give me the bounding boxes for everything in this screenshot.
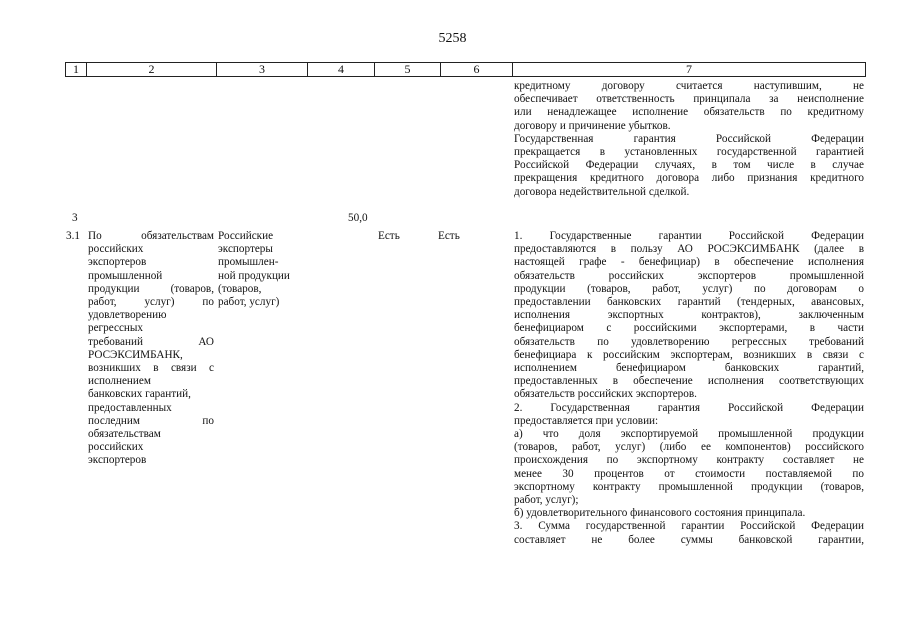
obligation-description-line: промышленной bbox=[88, 269, 163, 282]
header-col-1: 1 bbox=[65, 62, 86, 77]
conditions-text-line: исполнением бенефициаром банковских гарантий, bbox=[514, 362, 864, 375]
conditions-text-line: обязательств российских экспортеров промышленной bbox=[514, 269, 864, 282]
conditions-text-line: составляет не более суммы банковской гарантии, bbox=[514, 533, 864, 546]
conditions-text-line: исполнения экспортных контрактов), заключенным bbox=[514, 309, 864, 322]
continuation-text-line: Российской Федерации случаях, в том числе в случае bbox=[514, 159, 864, 172]
obligation-description-line: регрессных bbox=[88, 322, 144, 335]
conditions-text-line: предоставляются в пользу АО РОСЭКСИМБАНК (далее в bbox=[514, 243, 864, 256]
conditions-text-line: бенефициара к российским экспортерам, возникших в связи с bbox=[514, 348, 864, 361]
principal-line: (товаров, bbox=[218, 282, 262, 295]
obligation-description-line: исполнением bbox=[88, 375, 151, 388]
obligation-description-line: РОСЭКСИМБАНК, bbox=[88, 348, 183, 361]
principal-line: Российские bbox=[218, 230, 274, 242]
principal-line: экспортеры bbox=[218, 243, 273, 256]
obligation-description-line: экспортеров bbox=[88, 454, 147, 467]
conditions-text-line: б) удовлетворительного финансового состояния принципала. bbox=[514, 507, 806, 520]
continuation-text bbox=[514, 80, 864, 199]
conditions-text-line: (товаров, работ, услуг) (либо ее компонентов) российского bbox=[514, 441, 864, 454]
row-3-1-col5: Есть bbox=[378, 230, 400, 242]
obligation-description-line: работ, услуг) по bbox=[88, 296, 214, 309]
row-3-1-conditions-text bbox=[514, 230, 864, 547]
header-col-2: 2 bbox=[86, 62, 216, 77]
obligation-description-line: удовлетворению bbox=[88, 309, 167, 322]
continuation-text-line: договора недействительной сделкой. bbox=[514, 185, 690, 198]
conditions-text-line: 2. Государственная гарантия Российской Федерации bbox=[514, 401, 864, 414]
obligation-description-line: банковских гарантий, bbox=[88, 388, 191, 401]
conditions-text-line: бенефициаром с российскими экспортерами, в части bbox=[514, 322, 864, 335]
conditions-text-line: предоставленных в обеспечение исполнения соответствующих bbox=[514, 375, 864, 388]
continuation-text-line: обеспечивает ответственность принципала за неисполнение bbox=[514, 93, 864, 106]
conditions-text-line: предоставлении банковских гарантий (тендерных, авансовых, bbox=[514, 296, 864, 309]
obligation-description-line: экспортеров bbox=[88, 256, 147, 269]
obligation-description-line: По обязательствам bbox=[88, 230, 214, 242]
continuation-text-line: договору и причинение убытков. bbox=[514, 119, 671, 132]
row-3-1-obligation-description bbox=[88, 230, 214, 468]
row-3-1-col6: Есть bbox=[438, 230, 460, 242]
conditions-text-line: менее 30 процентов от стоимости поставляемой по bbox=[514, 467, 864, 480]
header-col-6: 6 bbox=[440, 62, 512, 77]
obligation-description-line: требований АО bbox=[88, 335, 214, 348]
row-3-1-number: 3.1 bbox=[66, 230, 80, 242]
header-col-3: 3 bbox=[216, 62, 307, 77]
obligation-description-line: возникших в связи с bbox=[88, 362, 214, 375]
row-3-number: 3 bbox=[72, 212, 78, 224]
header-col-4: 4 bbox=[307, 62, 374, 77]
continuation-text-line: кредитному договору считается наступившим, не bbox=[514, 80, 864, 92]
conditions-text-line: экспортному контракту промышленной продукции (товаров, bbox=[514, 480, 864, 493]
row-3-amount: 50,0 bbox=[348, 212, 368, 224]
continuation-text-line: прекращается в установленных государственной гарантией bbox=[514, 146, 864, 159]
conditions-text-line: настоящей графе - бенефициар) в обеспечение исполнения bbox=[514, 256, 864, 269]
conditions-text-line: обязательств по удовлетворению регрессных требований bbox=[514, 335, 864, 348]
conditions-text-line: а) что доля экспортируемой промышленной продукции bbox=[514, 428, 864, 441]
conditions-text-line: продукции (товаров, работ, услуг) по договорам о bbox=[514, 282, 864, 295]
obligation-description-line: российских bbox=[88, 441, 144, 454]
obligation-description-line: российских bbox=[88, 243, 144, 256]
principal-line: ной продукции bbox=[218, 269, 290, 282]
continuation-text-line: или ненадлежащее исполнение обязательств по кредитному bbox=[514, 106, 864, 119]
continuation-text-line: прекращения кредитного договора либо признания кредитного bbox=[514, 172, 864, 185]
obligation-description-line: предоставленных bbox=[88, 401, 172, 414]
principal-line: работ, услуг) bbox=[218, 296, 280, 309]
obligation-description-line: продукции (товаров, bbox=[88, 282, 214, 295]
principal-line: промышлен- bbox=[218, 256, 279, 269]
header-col-5: 5 bbox=[374, 62, 440, 77]
continuation-text-line: Государственная гарантия Российской Федерации bbox=[514, 132, 864, 145]
conditions-text-line: работ, услуг); bbox=[514, 494, 579, 507]
obligation-description-line: последним по bbox=[88, 414, 214, 427]
conditions-text-line: 1. Государственные гарантии Российской Федерации bbox=[514, 230, 864, 242]
row-3-1-principal bbox=[218, 230, 306, 309]
conditions-text-line: предоставляется при условии: bbox=[514, 414, 659, 427]
obligation-description-line: обязательствам bbox=[88, 428, 161, 441]
conditions-text-line: 3. Сумма государственной гарантии Российской Федерации bbox=[514, 520, 864, 533]
conditions-text-line: происхождения по экспортному контракту составляет не bbox=[514, 454, 864, 467]
page-number: 5258 bbox=[438, 31, 467, 46]
conditions-text-line: обязательств российских экспортеров. bbox=[514, 388, 697, 401]
header-col-7: 7 bbox=[512, 62, 866, 77]
